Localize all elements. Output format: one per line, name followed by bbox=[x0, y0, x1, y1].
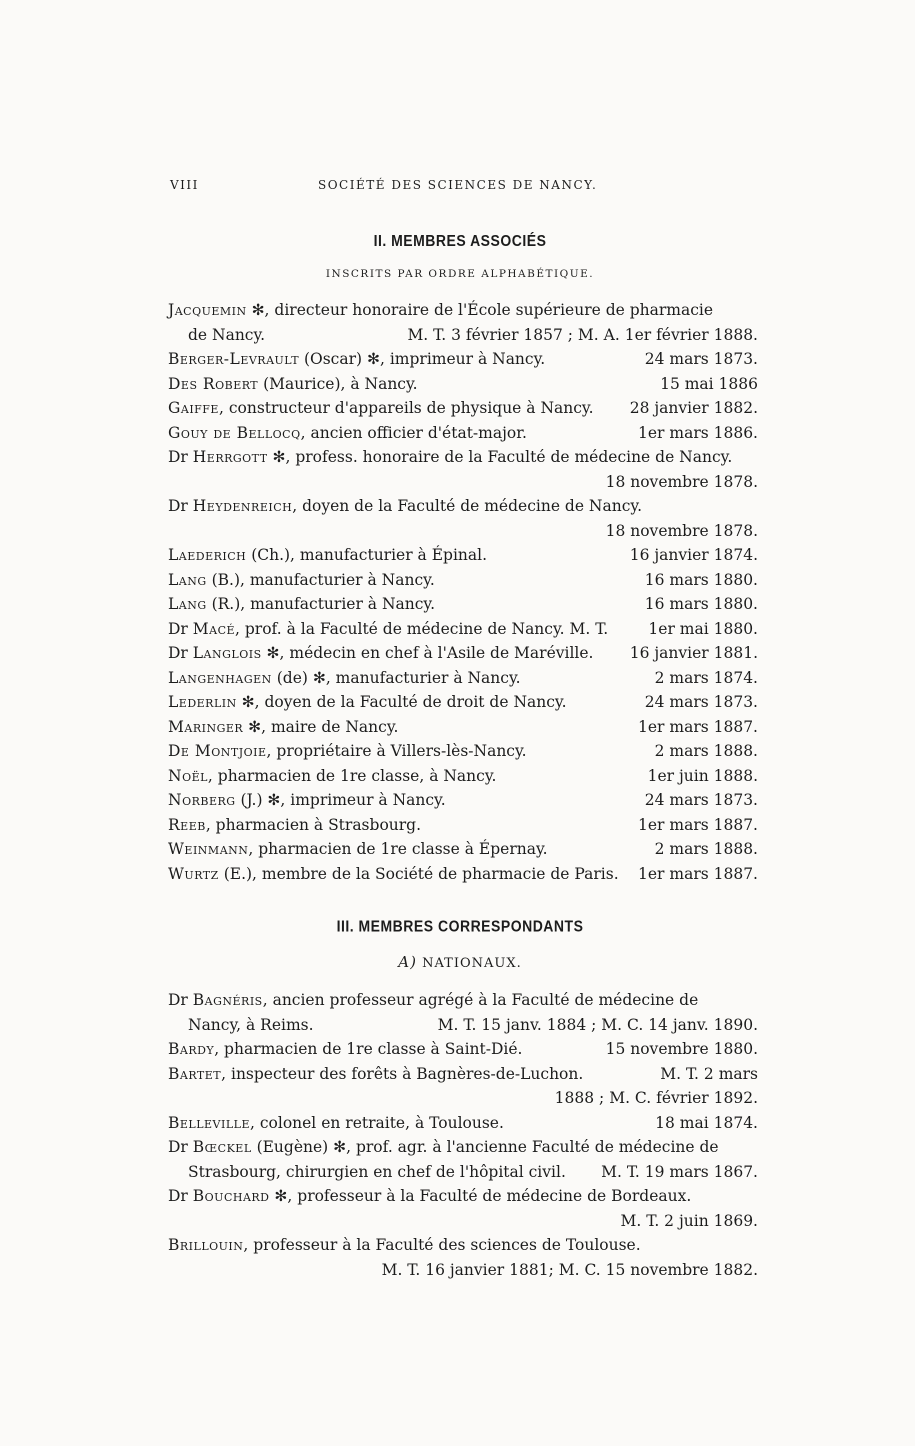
member-name: Maringer bbox=[168, 717, 244, 736]
entry-line bbox=[168, 1184, 758, 1209]
member-entry bbox=[168, 788, 758, 813]
admission-date: 1er mars 1887. bbox=[638, 864, 758, 883]
member-entry bbox=[168, 764, 758, 789]
member-details: (de) ✻, manufacturier à Nancy. bbox=[271, 668, 521, 687]
entry-line bbox=[168, 543, 758, 568]
entry-description bbox=[168, 347, 545, 372]
entry-description bbox=[168, 988, 698, 1013]
entry-date-line bbox=[168, 1209, 758, 1234]
member-details: , constructeur d'appareils de physique à Nancy. bbox=[218, 399, 594, 417]
member-details: (Maurice), à Nancy. bbox=[258, 374, 418, 393]
entry-description bbox=[168, 788, 446, 813]
section-subtitle: INSCRITS PAR ORDRE ALPHABÉTIQUE. bbox=[325, 268, 595, 280]
continuation-text: Strasbourg, chirurgien en chef de l'hôpital civil. bbox=[188, 1162, 566, 1181]
entry-description bbox=[168, 1062, 583, 1087]
admission-date: 2 mars 1888. bbox=[654, 742, 758, 760]
member-name: Weinmann bbox=[168, 840, 249, 858]
member-details: ✻, professeur à la Faculté de médecine de Bordeaux. bbox=[269, 1187, 692, 1205]
continuation-text: de Nancy. bbox=[188, 325, 266, 344]
member-entry bbox=[168, 813, 758, 838]
member-details: , prof. à la Faculté de médecine de Nancy. M. T. bbox=[235, 619, 609, 638]
correspondents-list bbox=[168, 988, 758, 1282]
member-entry bbox=[168, 372, 758, 397]
member-entry bbox=[168, 1111, 758, 1136]
admission-date: 15 novembre 1880. bbox=[605, 1040, 758, 1058]
admission-date: 2 mars 1874. bbox=[654, 668, 758, 687]
member-entry bbox=[168, 666, 758, 691]
member-details: , ancien officier d'état-major. bbox=[300, 423, 527, 442]
entry-description bbox=[168, 396, 594, 421]
subsection-letter: A) bbox=[398, 953, 417, 971]
member-name: Bardy bbox=[168, 1040, 215, 1058]
admission-date: 24 mars 1873. bbox=[644, 350, 758, 368]
member-entry bbox=[168, 1062, 758, 1111]
title-prefix: Dr bbox=[168, 1187, 193, 1205]
entry-line bbox=[168, 1111, 758, 1136]
member-name: Noël bbox=[168, 766, 208, 785]
member-details: ✻, médecin en chef à l'Asile de Maréville. bbox=[261, 644, 594, 662]
member-name: Laederich bbox=[168, 546, 247, 564]
member-entry bbox=[168, 347, 758, 372]
member-details: (J.) ✻, imprimeur à Nancy. bbox=[235, 791, 446, 809]
member-entry bbox=[168, 421, 758, 446]
member-name: Herrgott bbox=[192, 448, 268, 466]
member-entry bbox=[168, 715, 758, 740]
member-entry bbox=[168, 739, 758, 764]
member-name: Langenhagen bbox=[168, 668, 272, 687]
subsection-label: NATIONAUX. bbox=[422, 956, 522, 971]
entry-description bbox=[168, 1037, 522, 1062]
member-entry bbox=[168, 1135, 758, 1184]
member-name: Gaiffe bbox=[168, 399, 219, 417]
entry-continuation bbox=[168, 1160, 758, 1185]
member-name: Bouchard bbox=[192, 1187, 270, 1205]
entry-description bbox=[168, 837, 548, 862]
member-name: Wurtz bbox=[168, 864, 219, 883]
member-details: , pharmacien de 1re classe, à Nancy. bbox=[207, 766, 497, 785]
admission-date: M. T. 15 janv. 1884 ; M. C. 14 janv. 1890. bbox=[437, 1015, 758, 1034]
entry-description bbox=[168, 543, 487, 568]
admission-date: M. T. 2 juin 1869. bbox=[620, 1211, 758, 1230]
title-prefix: Dr bbox=[168, 991, 193, 1009]
member-details: , pharmacien à Strasbourg. bbox=[205, 815, 422, 834]
entry-description bbox=[168, 813, 421, 838]
entry-description bbox=[168, 666, 521, 691]
page-number: VIII bbox=[170, 178, 199, 192]
entry-line bbox=[168, 568, 758, 593]
member-details: ✻, directeur honoraire de l'École supérieure de pharmacie bbox=[246, 301, 714, 319]
entry-description bbox=[168, 494, 642, 519]
entry-line bbox=[168, 788, 758, 813]
member-details: (Oscar) ✻, imprimeur à Nancy. bbox=[299, 350, 546, 368]
member-entry bbox=[168, 543, 758, 568]
member-entry bbox=[168, 396, 758, 421]
member-details: (B.), manufacturier à Nancy. bbox=[206, 570, 435, 589]
member-details: , propriétaire à Villers-lès-Nancy. bbox=[266, 742, 527, 760]
entry-line bbox=[168, 690, 758, 715]
admission-date: 18 novembre 1878. bbox=[605, 521, 758, 540]
entry-description bbox=[168, 1135, 719, 1160]
entry-description bbox=[168, 445, 732, 470]
associates-list bbox=[168, 298, 758, 886]
entry-line bbox=[168, 666, 758, 691]
member-details: , pharmacien de 1re classe à Saint-Dié. bbox=[214, 1040, 523, 1058]
entry-description bbox=[168, 690, 567, 715]
entry-description bbox=[168, 862, 619, 887]
admission-date: M. T. 3 février 1857 ; M. A. 1er février 1888. bbox=[407, 325, 758, 344]
entry-description bbox=[168, 568, 435, 593]
admission-date: M. T. 16 janvier 1881; M. C. 15 novembre 1882. bbox=[381, 1260, 758, 1279]
entry-line bbox=[168, 421, 758, 446]
entry-line bbox=[168, 617, 758, 642]
member-name: Jacquemin bbox=[168, 301, 247, 319]
entry-description bbox=[168, 764, 496, 789]
admission-date: M. T. 19 mars 1867. bbox=[601, 1162, 758, 1181]
member-name: Lang bbox=[168, 595, 207, 613]
entry-line bbox=[168, 715, 758, 740]
member-name: Norberg bbox=[168, 791, 236, 809]
admission-date: 2 mars 1888. bbox=[654, 840, 758, 858]
title-prefix: Dr bbox=[168, 448, 193, 466]
member-entry bbox=[168, 988, 758, 1037]
entry-date-line bbox=[168, 1258, 758, 1283]
entry-line bbox=[168, 494, 758, 519]
admission-date: 1er mars 1886. bbox=[638, 423, 758, 442]
entry-date-line bbox=[168, 519, 758, 544]
member-details: , ancien professeur agrégé à la Faculté de médecine de bbox=[262, 991, 699, 1009]
section-title-correspondants: III. MEMBRES CORRESPONDANTS bbox=[336, 916, 584, 936]
member-entry bbox=[168, 617, 758, 642]
entry-line bbox=[168, 813, 758, 838]
member-details: , pharmacien de 1re classe à Épernay. bbox=[248, 840, 548, 858]
member-name: Berger-Levrault bbox=[168, 350, 300, 368]
member-details: (Ch.), manufacturier à Épinal. bbox=[246, 546, 488, 564]
entry-description bbox=[168, 1184, 691, 1209]
entry-line bbox=[168, 372, 758, 397]
admission-date: 1er mars 1887. bbox=[638, 717, 758, 736]
member-entry bbox=[168, 494, 758, 543]
entry-line bbox=[168, 739, 758, 764]
member-name: Gouy de Bellocq bbox=[168, 423, 301, 442]
member-details: , doyen de la Faculté de médecine de Nancy. bbox=[292, 497, 643, 515]
member-name: Heydenreich bbox=[192, 497, 293, 515]
entry-description bbox=[168, 421, 527, 446]
entry-date-line bbox=[168, 1086, 758, 1111]
admission-date: 24 mars 1873. bbox=[644, 791, 758, 809]
entry-description bbox=[168, 617, 608, 642]
running-title: SOCIÉTÉ DES SCIENCES DE NANCY. bbox=[318, 178, 598, 192]
entry-description bbox=[168, 592, 435, 617]
entry-description bbox=[168, 1233, 641, 1258]
entry-line bbox=[168, 445, 758, 470]
entry-line bbox=[168, 592, 758, 617]
member-name: Langlois bbox=[192, 644, 262, 662]
entry-description bbox=[168, 1111, 504, 1136]
member-name: Belleville bbox=[168, 1113, 250, 1132]
member-details: (E.), membre de la Société de pharmacie de Paris. bbox=[218, 864, 619, 883]
member-details: (Eugène) ✻, prof. agr. à l'ancienne Faculté de médecine de bbox=[251, 1138, 719, 1156]
member-entry bbox=[168, 1184, 758, 1233]
entry-line bbox=[168, 396, 758, 421]
member-name: De Montjoie bbox=[168, 742, 267, 760]
member-details: ✻, profess. honoraire de la Faculté de médecine de Nancy. bbox=[267, 448, 733, 466]
entry-line bbox=[168, 764, 758, 789]
member-entry bbox=[168, 1037, 758, 1062]
member-details: , professeur à la Faculté des sciences de Toulouse. bbox=[243, 1236, 641, 1254]
title-prefix: Dr bbox=[168, 1138, 193, 1156]
subsection-nationaux bbox=[165, 953, 755, 971]
member-name: Bagnéris bbox=[192, 991, 263, 1009]
admission-date: M. T. 2 mars bbox=[660, 1064, 758, 1083]
entry-line bbox=[168, 988, 758, 1013]
section-title-associes: II. MEMBRES ASSOCIÉS bbox=[373, 230, 547, 250]
member-entry bbox=[168, 592, 758, 617]
member-name: Macé bbox=[192, 619, 236, 638]
member-entry bbox=[168, 568, 758, 593]
member-entry bbox=[168, 862, 758, 887]
member-name: Brillouin bbox=[168, 1236, 244, 1254]
entry-continuation bbox=[168, 1013, 758, 1038]
title-prefix: Dr bbox=[168, 497, 193, 515]
entry-line bbox=[168, 837, 758, 862]
entry-description bbox=[168, 298, 713, 323]
member-details: ✻, maire de Nancy. bbox=[243, 717, 399, 736]
member-name: Lang bbox=[168, 570, 207, 589]
member-name: Lederlin bbox=[168, 693, 237, 711]
entry-line bbox=[168, 1037, 758, 1062]
admission-date: 16 mars 1880. bbox=[644, 595, 758, 613]
entry-line bbox=[168, 1135, 758, 1160]
admission-date: 16 janvier 1881. bbox=[629, 644, 758, 662]
entry-line bbox=[168, 1233, 758, 1258]
member-name: Reeb bbox=[168, 815, 206, 834]
member-details: , inspecteur des forêts à Bagnères-de-Luchon. bbox=[221, 1064, 584, 1083]
entry-date-line bbox=[168, 470, 758, 495]
entry-line bbox=[168, 862, 758, 887]
admission-date: 15 mai 1886 bbox=[660, 374, 758, 393]
member-name: Bartet bbox=[168, 1064, 222, 1083]
admission-date: 24 mars 1873. bbox=[644, 693, 758, 711]
member-entry bbox=[168, 641, 758, 666]
member-details: , colonel en retraite, à Toulouse. bbox=[250, 1113, 504, 1132]
entry-line bbox=[168, 347, 758, 372]
member-entry bbox=[168, 837, 758, 862]
admission-date: 1888 ; M. C. février 1892. bbox=[554, 1089, 758, 1107]
admission-date: 1er mai 1880. bbox=[648, 619, 758, 638]
member-entry bbox=[168, 690, 758, 715]
admission-date: 18 mai 1874. bbox=[655, 1113, 758, 1132]
entry-continuation bbox=[168, 323, 758, 348]
member-entry bbox=[168, 298, 758, 347]
continuation-text: Nancy, à Reims. bbox=[188, 1015, 314, 1034]
title-prefix: Dr bbox=[168, 619, 193, 638]
admission-date: 1er mars 1887. bbox=[638, 815, 758, 834]
entry-line bbox=[168, 641, 758, 666]
admission-date: 28 janvier 1882. bbox=[629, 399, 758, 417]
entry-description bbox=[168, 641, 593, 666]
entry-description bbox=[168, 739, 527, 764]
entry-description bbox=[168, 372, 418, 397]
member-name: Bœckel bbox=[192, 1138, 252, 1156]
member-entry bbox=[168, 445, 758, 494]
entry-description bbox=[168, 715, 398, 740]
title-prefix: Dr bbox=[168, 644, 193, 662]
member-details: ✻, doyen de la Faculté de droit de Nancy. bbox=[236, 693, 567, 711]
entry-line bbox=[168, 1062, 758, 1087]
admission-date: 18 novembre 1878. bbox=[605, 472, 758, 491]
member-details: (R.), manufacturier à Nancy. bbox=[206, 595, 436, 613]
member-entry bbox=[168, 1233, 758, 1282]
member-name: Des Robert bbox=[168, 374, 259, 393]
entry-line bbox=[168, 298, 758, 323]
admission-date: 16 mars 1880. bbox=[644, 570, 758, 589]
admission-date: 1er juin 1888. bbox=[647, 766, 758, 785]
admission-date: 16 janvier 1874. bbox=[629, 546, 758, 564]
